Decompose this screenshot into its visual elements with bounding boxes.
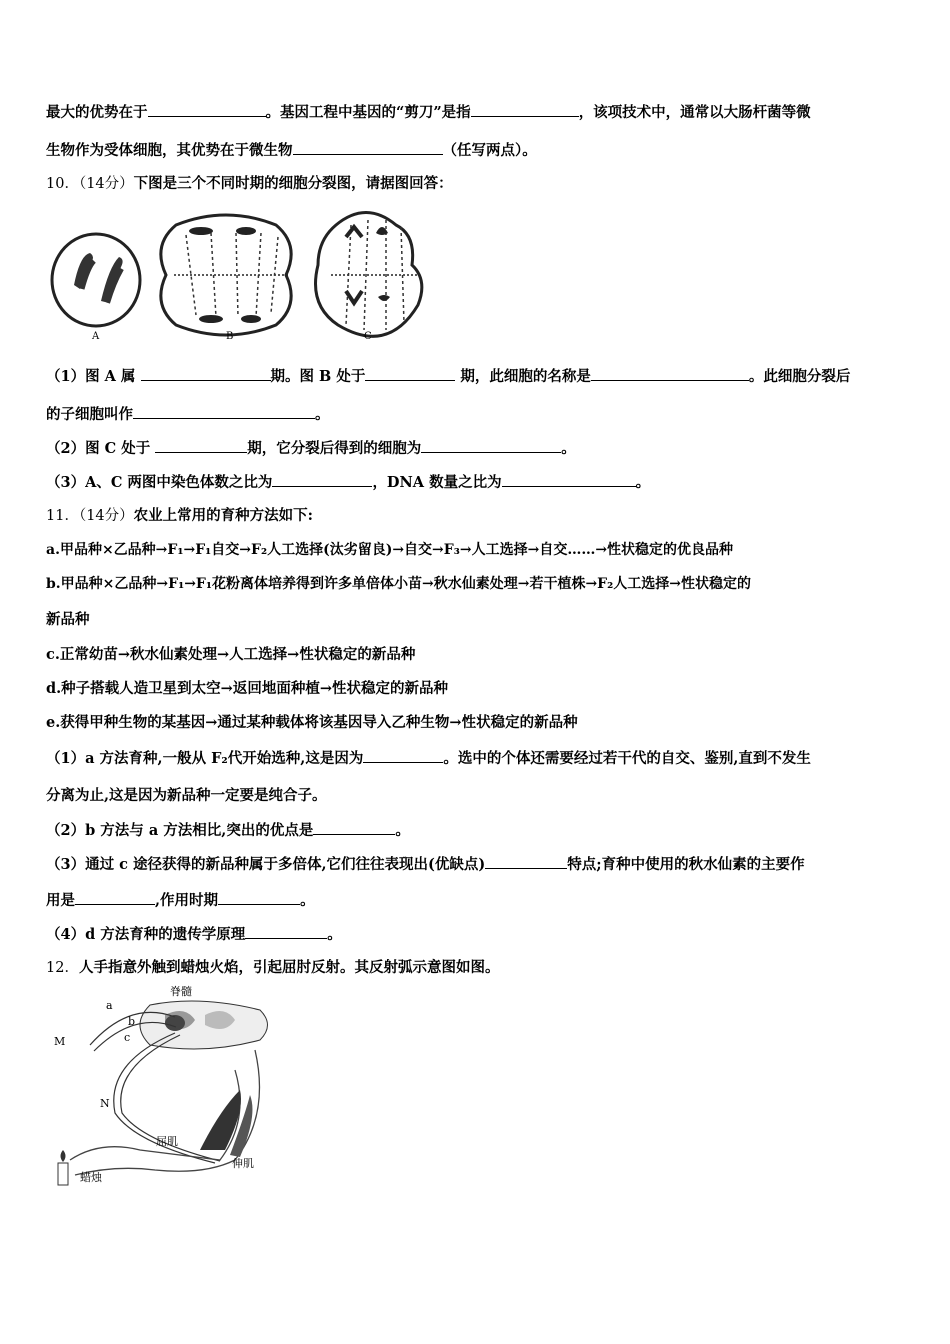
q9-line-2	[46, 140, 537, 161]
reflex-arc-figure	[50, 985, 280, 1195]
q10-part1-line1	[46, 366, 850, 387]
label-candle: 蜡烛	[80, 1171, 102, 1184]
answer-blank[interactable]	[471, 102, 579, 117]
answer-blank[interactable]	[155, 438, 247, 453]
q10-text: （3）A、C 两图中染色体数之比为	[46, 474, 273, 491]
q10-text: 。	[635, 474, 651, 491]
q10-text: （1）图 A 属	[46, 368, 136, 385]
q10-stem	[46, 174, 453, 194]
q10-part1-line2	[46, 404, 330, 425]
q9-text: 生物作为受体细胞，其优势在于微生物	[46, 142, 293, 159]
q9-text: 。基因工程中基因的“剪刀”是指	[265, 104, 471, 121]
answer-blank[interactable]	[245, 924, 327, 939]
figure-label-a: A	[92, 331, 100, 342]
q11-text: （2）b 方法与 a 方法相比,突出的优点是	[46, 822, 314, 839]
q10-part3	[46, 472, 650, 493]
q11-text: 。	[300, 892, 315, 909]
q10-text: 期，此细胞的名称是	[460, 368, 591, 385]
answer-blank[interactable]	[133, 404, 315, 419]
cell-division-figure	[46, 205, 426, 345]
q10-text: ，DNA 数量之比为	[372, 474, 502, 491]
question-number: 12．	[46, 960, 79, 976]
q11-text: 。选中的个体还需要经过若干代的自交、鉴别,直到不发生	[443, 750, 811, 767]
answer-blank[interactable]	[75, 890, 155, 905]
q10-text: （2）图 C 处于	[46, 440, 151, 457]
question-stem: 人手指意外触到蜡烛火焰，引起屈肘反射。其反射弧示意图如图。	[78, 959, 500, 976]
q10-part2	[46, 438, 576, 459]
q10-text: 。	[561, 440, 576, 457]
figure-label-c: C	[364, 331, 372, 342]
q11-text: 用是	[46, 892, 75, 909]
answer-blank[interactable]	[272, 472, 372, 487]
q11-method-d: d.种子搭载人造卫星到太空→返回地面种植→性状稳定的新品种	[46, 680, 448, 697]
answer-blank[interactable]	[502, 472, 636, 487]
q11-text: （1）a 方法育种,一般从 F₂代开始选种,这是因为	[46, 750, 364, 767]
q10-text: 。此细胞分裂后	[748, 368, 851, 385]
answer-blank[interactable]	[148, 102, 266, 117]
q11-method-e: e.获得甲种生物的某基因→通过某种载体将该基因导入乙种生物→性状稳定的新品种	[46, 714, 578, 731]
q11-method-a: a.甲品种×乙品种→F₁→F₁自交→F₂人工选择(汰劣留良)→自交→F₃→人工选择→自交……→性状稳定的优良品种	[46, 542, 734, 558]
answer-blank[interactable]	[591, 366, 749, 381]
q11-sub1-line1	[46, 748, 811, 769]
q11-text: （4）d 方法育种的遗传学原理	[46, 926, 246, 943]
q12-stem	[46, 958, 499, 978]
label-flexor: 屈肌	[156, 1135, 178, 1148]
q11-text: 。	[327, 926, 342, 943]
q11-text: ,作用时期	[155, 892, 219, 909]
figure-label-b: B	[226, 331, 234, 342]
q11-stem	[46, 506, 313, 526]
label-n: N	[100, 1097, 110, 1110]
question-score: （14分）	[78, 176, 134, 192]
cell-c-drawing	[316, 213, 422, 337]
answer-blank[interactable]	[363, 748, 443, 763]
answer-blank[interactable]	[293, 140, 443, 155]
question-number: 11．	[46, 508, 79, 524]
cell-b-drawing	[161, 215, 291, 335]
label-extensor: 伸肌	[232, 1157, 254, 1170]
question-score: （14分）	[78, 508, 134, 524]
q9-text: 最大的优势在于	[46, 104, 148, 121]
q9-line-1	[46, 102, 811, 123]
q11-method-c: c.正常幼苗→秋水仙素处理→人工选择→性状稳定的新品种	[46, 646, 416, 663]
cell-a-drawing	[52, 234, 140, 326]
q11-sub3-line1	[46, 854, 805, 875]
answer-blank[interactable]	[313, 820, 395, 835]
q11-sub1-line2: 分离为止,这是因为新品种一定要是纯合子。	[46, 787, 327, 804]
q11-method-b-line2: 新品种	[46, 611, 90, 628]
answer-blank[interactable]	[421, 438, 561, 453]
cell-division-svg	[46, 205, 426, 345]
q9-text: （任写两点）。	[442, 142, 537, 159]
q10-text: 期，它分裂后得到的细胞为	[247, 440, 422, 457]
q11-sub4	[46, 924, 342, 945]
q11-text: 。	[395, 822, 410, 839]
q9-text: ，该项技术中，通常以大肠杆菌等微	[578, 104, 811, 121]
question-stem: 下图是三个不同时期的细胞分裂图，请据图回答：	[133, 175, 453, 192]
q10-text: 。	[315, 406, 330, 423]
q10-text: 期。图 B 处于	[270, 368, 366, 385]
label-c: c	[124, 1031, 131, 1044]
q11-text: （3）通过 c 途径获得的新品种属于多倍体,它们往往表现出(优缺点)	[46, 856, 486, 873]
reflex-arc-svg	[50, 985, 280, 1195]
q10-text: 的子细胞叫作	[46, 406, 133, 423]
question-stem: 农业上常用的育种方法如下:	[133, 507, 314, 524]
q11-sub3-line2	[46, 890, 315, 911]
question-number: 10．	[46, 176, 79, 192]
q11-sub2	[46, 820, 410, 841]
label-a: a	[106, 999, 113, 1012]
label-spinal: 脊髓	[170, 985, 192, 998]
label-b: b	[128, 1015, 136, 1028]
answer-blank[interactable]	[218, 890, 300, 905]
label-m: M	[54, 1035, 66, 1048]
q11-method-b-line1: b.甲品种×乙品种→F₁→F₁花粉离体培养得到许多单倍体小苗→秋水仙素处理→若干植株→F₂人工选择→性状稳定的	[46, 576, 751, 592]
answer-blank[interactable]	[141, 366, 271, 381]
answer-blank[interactable]	[365, 366, 455, 381]
answer-blank[interactable]	[485, 854, 567, 869]
q11-text: 特点;育种中使用的秋水仙素的主要作	[567, 856, 805, 873]
